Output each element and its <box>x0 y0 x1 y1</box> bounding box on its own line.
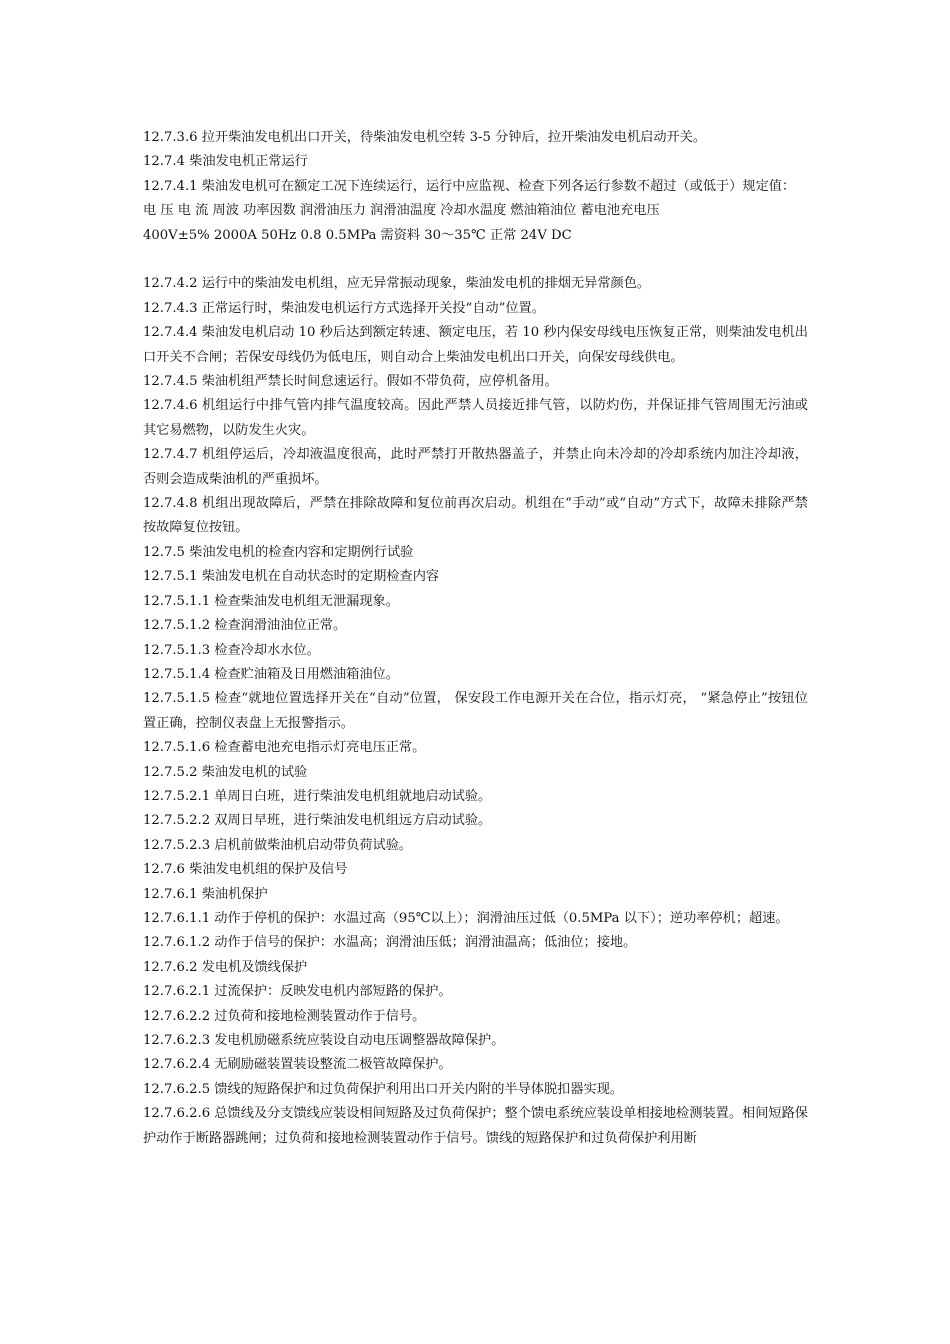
paragraph-12-7-6-2-1: 12.7.6.2.1 过流保护：反映发电机内部短路的保护。 <box>143 984 452 1000</box>
paragraph-12-7-5-1-3: 12.7.5.1.3 检查冷却水水位。 <box>143 642 320 658</box>
paragraph-12-7-4-3: 12.7.4.3 正常运行时，柴油发电机运行方式选择开关投“自动”位置。 <box>143 300 545 316</box>
parameter-values-row: 400V±5% 2000A 50Hz 0.8 0.5MPa 需资料 30～35℃ 正常 24V DC <box>143 227 572 243</box>
paragraph-12-7-4-6: 12.7.4.6 机组运行中排气管内排气温度较高。因此严禁人员接近排气管，以防灼伤，并保证排气管周围无污油或其它易燃物，以防发生火灾。 <box>143 398 808 438</box>
paragraph-12-7-6-2-2: 12.7.6.2.2 过负荷和接地检测装置动作于信号。 <box>143 1008 426 1024</box>
paragraph-12-7-6-2-4: 12.7.6.2.4 无刷励磁装置装设整流二极管故障保护。 <box>143 1057 452 1073</box>
paragraph-12-7-5-1-4: 12.7.5.1.4 检查贮油箱及日用燃油箱油位。 <box>143 666 399 682</box>
paragraph-12-7-6-2-5: 12.7.6.2.5 馈线的短路保护和过负荷保护利用出口开关内附的半导体脱扣器实现。 <box>143 1081 624 1097</box>
paragraph-12-7-5-2-1: 12.7.5.2.1 单周日白班，进行柴油发电机组就地启动试验。 <box>143 788 492 804</box>
paragraph-12-7-3-6: 12.7.3.6 拉开柴油发电机出口开关，待柴油发电机空转 3-5 分钟后，拉开柴油发电机启动开关。 <box>143 130 707 145</box>
paragraph-12-7-5-2-3: 12.7.5.2.3 启机前做柴油机启动带负荷试验。 <box>143 837 413 853</box>
paragraph-12-7-5-1-2: 12.7.5.1.2 检查润滑油油位正常。 <box>143 618 347 634</box>
blank-line <box>143 248 808 272</box>
paragraph-12-7-4-8: 12.7.4.8 机组出现故障后，严禁在排除故障和复位前再次启动。机组在“手动”或“自动”方式下，故障未排除严禁按故障复位按钮。 <box>143 496 808 536</box>
paragraph-12-7-6-2-6: 12.7.6.2.6 总馈线及分支馈线应装设相间短路及过负荷保护；整个馈电系统应装设单相接地检测装置。相间短路保护动作于断路器跳闸；过负荷和接地检测装置动作于信号。馈线的短路保护和过负荷保护利用断 <box>143 1106 808 1146</box>
paragraph-12-7-5-1-5: 12.7.5.1.5 检查“就地位置选择开关在“自动”位置， 保安段工作电源开关在合位，指示灯亮， “紧急停止”按钮位置正确，控制仪表盘上无报警指示。 <box>143 691 808 731</box>
paragraph-12-7-5-1: 12.7.5.1 柴油发电机在自动状态时的定期检查内容 <box>143 569 440 585</box>
paragraph-12-7-5-2: 12.7.5.2 柴油发电机的试验 <box>143 764 308 780</box>
paragraph-12-7-6-1-2: 12.7.6.1.2 动作于信号的保护：水温高；润滑油压低；润滑油温高；低油位；接地。 <box>143 935 637 951</box>
paragraph-12-7-6-1: 12.7.6.1 柴油机保护 <box>143 886 268 902</box>
paragraph-12-7-5-2-2: 12.7.5.2.2 双周日早班，进行柴油发电机组远方启动试验。 <box>143 813 492 829</box>
paragraph-12-7-6-1-1: 12.7.6.1.1 动作于停机的保护：水温过高（95℃以上）；润滑油压过低（0.5MPa 以下）；逆功率停机；超速。 <box>143 910 789 926</box>
document-page <box>143 126 808 1151</box>
paragraph-12-7-4-7: 12.7.4.7 机组停运后，冷却液温度很高，此时严禁打开散热器盖子，并禁止向未冷却的冷却系统内加注冷却液，否则会造成柴油机的严重损坏。 <box>143 447 808 487</box>
paragraph-12-7-5-1-1: 12.7.5.1.1 检查柴油发电机组无泄漏现象。 <box>143 593 399 609</box>
section-heading-12-7-5: 12.7.5 柴油发电机的检查内容和定期例行试验 <box>143 544 414 560</box>
paragraph-12-7-6-2-3: 12.7.6.2.3 发电机励磁系统应装设自动电压调整器故障保护。 <box>143 1033 505 1049</box>
parameter-names-row: 电 压 电 流 周波 功率因数 润滑油压力 润滑油温度 冷却水温度 燃油箱油位 蓄电池充电压 <box>143 203 660 219</box>
paragraph-12-7-6-2: 12.7.6.2 发电机及馈线保护 <box>143 959 308 975</box>
paragraph-12-7-4-4: 12.7.4.4 柴油发电机启动 10 秒后达到额定转速、额定电压，若 10 秒内保安母线电压恢复正常，则柴油发电机出口开关不合闸；若保安母线仍为低电压，则自动合上柴油发电机出口开关，向保安母线供电。 <box>143 325 808 365</box>
paragraph-12-7-4-2: 12.7.4.2 运行中的柴油发电机组，应无异常振动现象，柴油发电机的排烟无异常颜色。 <box>143 276 651 292</box>
section-heading-12-7-6: 12.7.6 柴油发电机组的保护及信号 <box>143 862 348 878</box>
paragraph-12-7-4-5: 12.7.4.5 柴油机组严禁长时间怠速运行。假如不带负荷，应停机备用。 <box>143 374 558 390</box>
section-heading-12-7-4: 12.7.4 柴油发电机正常运行 <box>143 154 308 170</box>
paragraph-12-7-5-1-6: 12.7.5.1.6 检查蓄电池充电指示灯亮电压正常。 <box>143 740 426 756</box>
paragraph-12-7-4-1: 12.7.4.1 柴油发电机可在额定工况下连续运行，运行中应监视、检查下列各运行参数不超过（或低于）规定值： <box>143 178 796 194</box>
